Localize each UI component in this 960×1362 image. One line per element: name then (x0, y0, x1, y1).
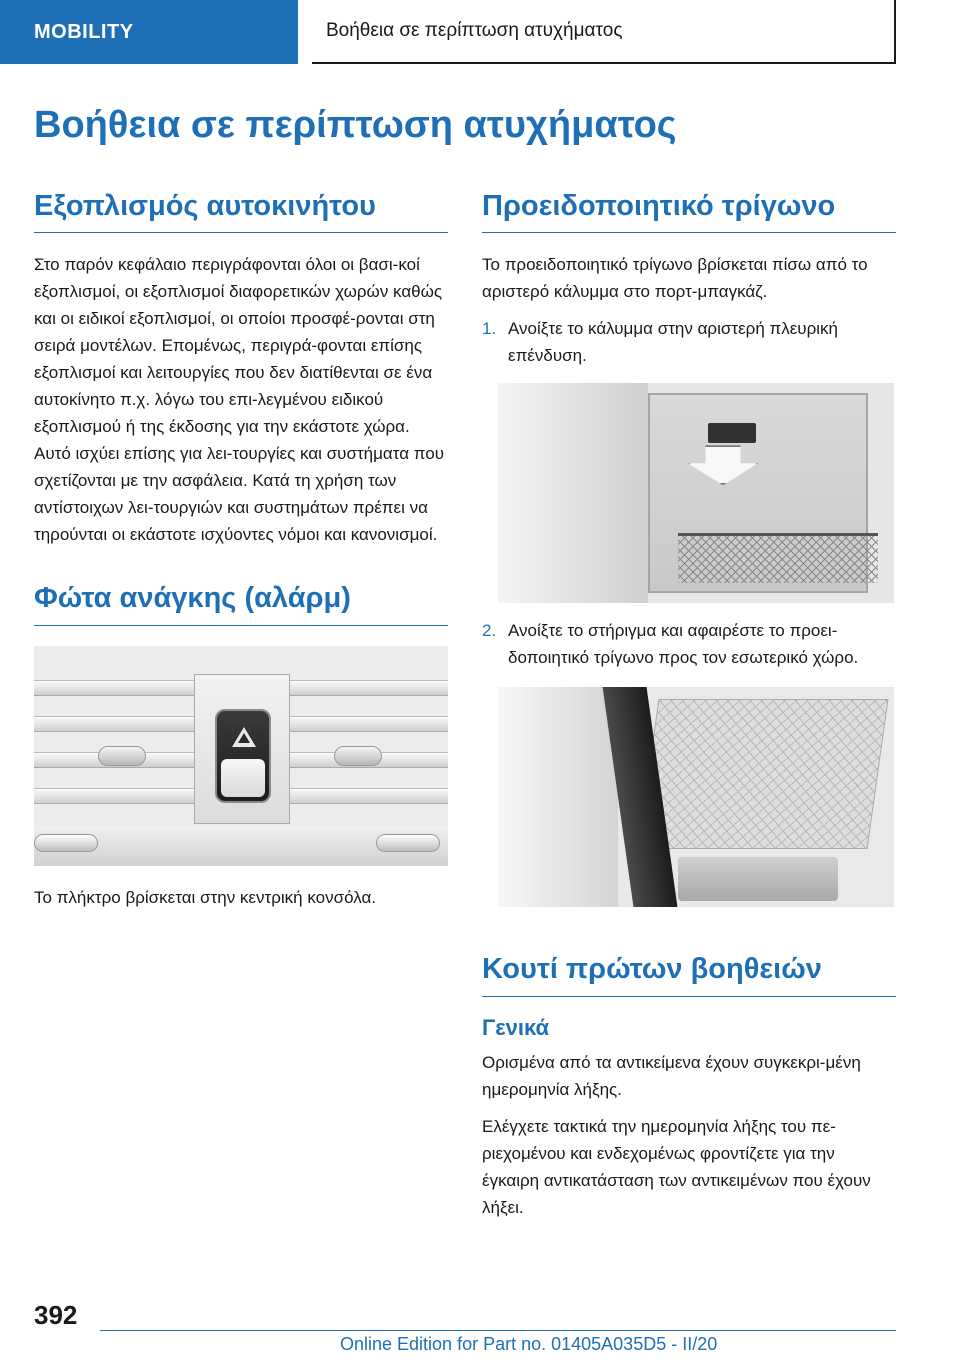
hazard-icon (215, 709, 271, 803)
edition-info: Online Edition for Part no. 01405A035D5 - II/20 (340, 1334, 718, 1354)
section-tab: MOBILITY (0, 0, 298, 64)
triangle-steps (482, 315, 896, 369)
page-title: Βοήθεια σε περίπτωση ατυχήματος (34, 104, 677, 146)
step-number: 2. (482, 621, 497, 641)
triangle-intro: Το προειδοποιητικό τρίγωνο βρίσκεται πίσω από το αριστερό κάλυμμα στο πορτ-μπαγκάζ. (482, 255, 868, 302)
equipment-heading: Εξοπλισμός αυτοκινήτου (34, 188, 448, 233)
hazard-heading: Φώτα ανάγκης (αλάρμ) (34, 580, 448, 625)
warning-triangle-figure (498, 687, 894, 907)
step-number: 1. (482, 319, 497, 339)
chapter-title: Βοήθεια σε περίπτωση ατυχήματος (312, 0, 896, 64)
step-item (482, 617, 896, 671)
first-aid-subheading: Γενικά (482, 1014, 550, 1040)
first-aid-heading: Κουτί πρώτων βοηθειών (482, 951, 896, 996)
right-column (482, 188, 896, 1231)
first-aid-para-1: Ορισμένα από τα αντικείμενα έχουν συγκεκρι‐μένη ημερομηνία λήξης. (482, 1052, 861, 1099)
step-item (482, 315, 896, 369)
hazard-caption: Το πλήκτρο βρίσκεται στην κεντρική κονσόλα. (34, 887, 377, 907)
page-number: 392 (34, 1300, 78, 1330)
triangle-heading: Προειδοποιητικό τρίγωνο (482, 188, 896, 233)
first-aid-para-2: Ελέγχετε τακτικά την ημερομηνία λήξης του πε‐ριεχομένου και ενδεχομένως φροντίζετε για την έγκαιρη αντικατάσταση των αντικειμένων που έχουν λήξει. (482, 1116, 871, 1217)
footer-divider (100, 1330, 896, 1331)
step-text: Ανοίξτε το στήριγμα και αφαιρέστε το προει‐δοποιητικό τρίγωνο προς τον εσωτερικό χώρο. (508, 621, 859, 668)
step-text: Ανοίξτε το κάλυμμα στην αριστερή πλευρική επένδυση. (508, 319, 838, 366)
hazard-button-figure (34, 646, 448, 866)
left-column (34, 188, 448, 921)
triangle-steps-2 (482, 617, 896, 671)
equipment-text: Στο παρόν κεφάλαιο περιγράφονται όλοι οι βασι‐κοί εξοπλισμοί, οι εξοπλισμοί διαφορετικών χωρών καθώς και οι ειδικοί εξοπλισμοί, οι οποίοι προσφέ‐ρονται στη σειρά μοντέλων. Επομένως, περιγρά‐φονται επίσης εξοπλισμοί και λειτουργίες που δεν διατίθενται σε ένα αυτοκίνητο π.χ. λόγω του επι‐λεγμένου ειδικού εξοπλισμού ή της έκδοσης για την εκάστοτε χώρα. Αυτό ισχύει επίσης για λει‐τουργίες και συστήματα που σχετίζονται με την ασφάλεια. Κατά τη χρήση των αντίστοιχων λει‐τουργιών και συστημάτων πρέπει να τηρούνται οι εκάστοτε ισχύοντες νόμοι και κανονισμοί. (34, 255, 445, 545)
trunk-cover-figure (498, 383, 894, 603)
